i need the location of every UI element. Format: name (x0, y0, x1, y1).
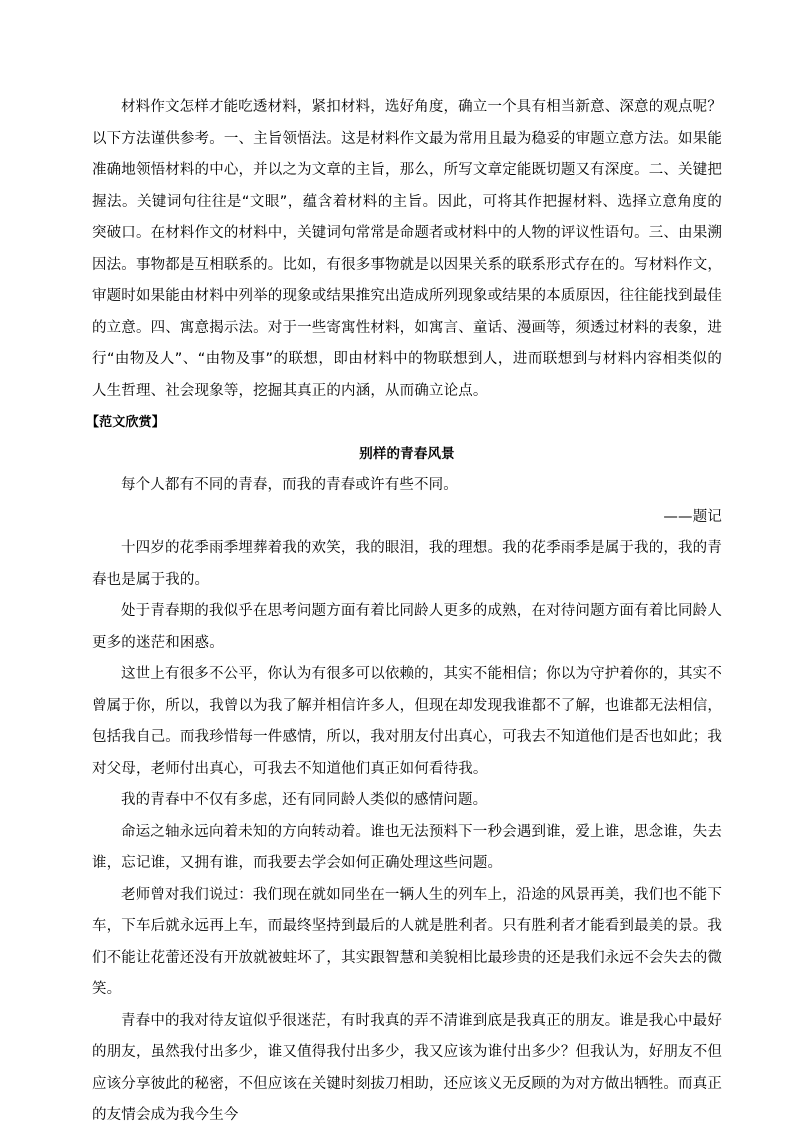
method-paragraph: 材料作文怎样才能吃透材料，紧扣材料，选好角度，确立一个具有相当新意、深意的观点呢？以下方法谨供参考。一、主旨领悟法。这是材料作文最为常用且最为稳妥的审题立意方法。如果能准确地领悟材料的中心，并以之为文章的主旨，那么，所写文章定能既切题又有深度。二、关键把握法。关键词句往往是“文眼”，蕴含着材料的主旨。因此，可将其作把握材料、选择立意角度的突破口。在材料作文的材料中，关键词句常常是命题者或材料中的人物的评议性语句。三、由果溯因法。事物都是互相联系的。比如，有很多事物就是以因果关系的联系形式存在的。写材料作文，审题时如果能由材料中列举的现象或结果推究出造成所列现象或结果的本质原因，往往能找到最佳的立意。四、寓意揭示法。对于一些寄寓性材料，如寓言、童话、漫画等，须透过材料的表象，进行“由物及人”、“由物及事”的联想，即由材料中的物联想到人，进而联想到与材料内容相类似的人生哲理、社会现象等，挖掘其真正的内涵，从而确立论点。 (92, 99, 722, 399)
essay-paragraph: 十四岁的花季雨季埋葬着我的欢笑，我的眼泪，我的理想。我的花季雨季是属于我的，我的青春也是属于我的。 (92, 540, 722, 588)
essay-epigraph: 每个人都有不同的青春，而我的青春或许有些不同。 (121, 477, 458, 493)
essay-paragraph: 处于青春期的我似乎在思考问题方面有着比同龄人更多的成熟，在对待问题方面有着比同龄人更多的迷茫和困惑。 (92, 603, 722, 651)
essay-paragraph: 这世上有很多不公平，你认为有很多可以依赖的，其实不能相信；你以为守护着你的，其实不曾属于你，所以，我曾以为我了解并相信许多人，但现在却发现我谁都不了解，也谁都无法相信，包括我自己。而我珍惜每一件感情，所以，我对朋友付出真心，可我去不知道他们是否也如此；我对父母，老师付出真心，可我去不知道他们真正如何看待我。 (92, 666, 722, 777)
essay-paragraph: 我的青春中不仅有多虑，还有同同龄人类似的感情问题。 (121, 792, 488, 808)
essay-title: 别样的青春风景 (359, 445, 455, 462)
essay-paragraph: 青春中的我对待友谊似乎很迷茫，有时我真的弄不清谁到底是我真正的朋友。谁是我心中最好的朋友，虽然我付出多少，谁又值得我付出多少，我又应该为谁付出多少？但我认为，好朋友不但应该分享彼此的秘密，不但应该在关键时刻拔刀相助，还应该义无反顾的为对方做出牺牲。而真正的友情会成为我今生今 (92, 1012, 722, 1123)
essay-paragraph: 命运之轴永远向着未知的方向转动着。谁也无法预料下一秒会遇到谁，爱上谁，思念谁，失去谁，忘记谁，又拥有谁，而我要去学会如何正确处理这些问题。 (92, 823, 722, 871)
epigraph-signature: ——题记 (663, 508, 722, 525)
section-label: 【范文欣赏】 (86, 415, 165, 430)
essay-paragraph: 老师曾对我们说过：我们现在就如同坐在一辆人生的列车上，沿途的风景再美，我们也不能下车，下车后就永远再上车，而最终坚持到最后的人就是胜利者。只有胜利者才能看到最美的景。我们不能让花蕾还没有开放就被蛀坏了，其实跟智慧和美貌相比最珍贵的还是我们永远不会失去的微笑。 (92, 886, 722, 997)
document-page (86, 92, 722, 1132)
